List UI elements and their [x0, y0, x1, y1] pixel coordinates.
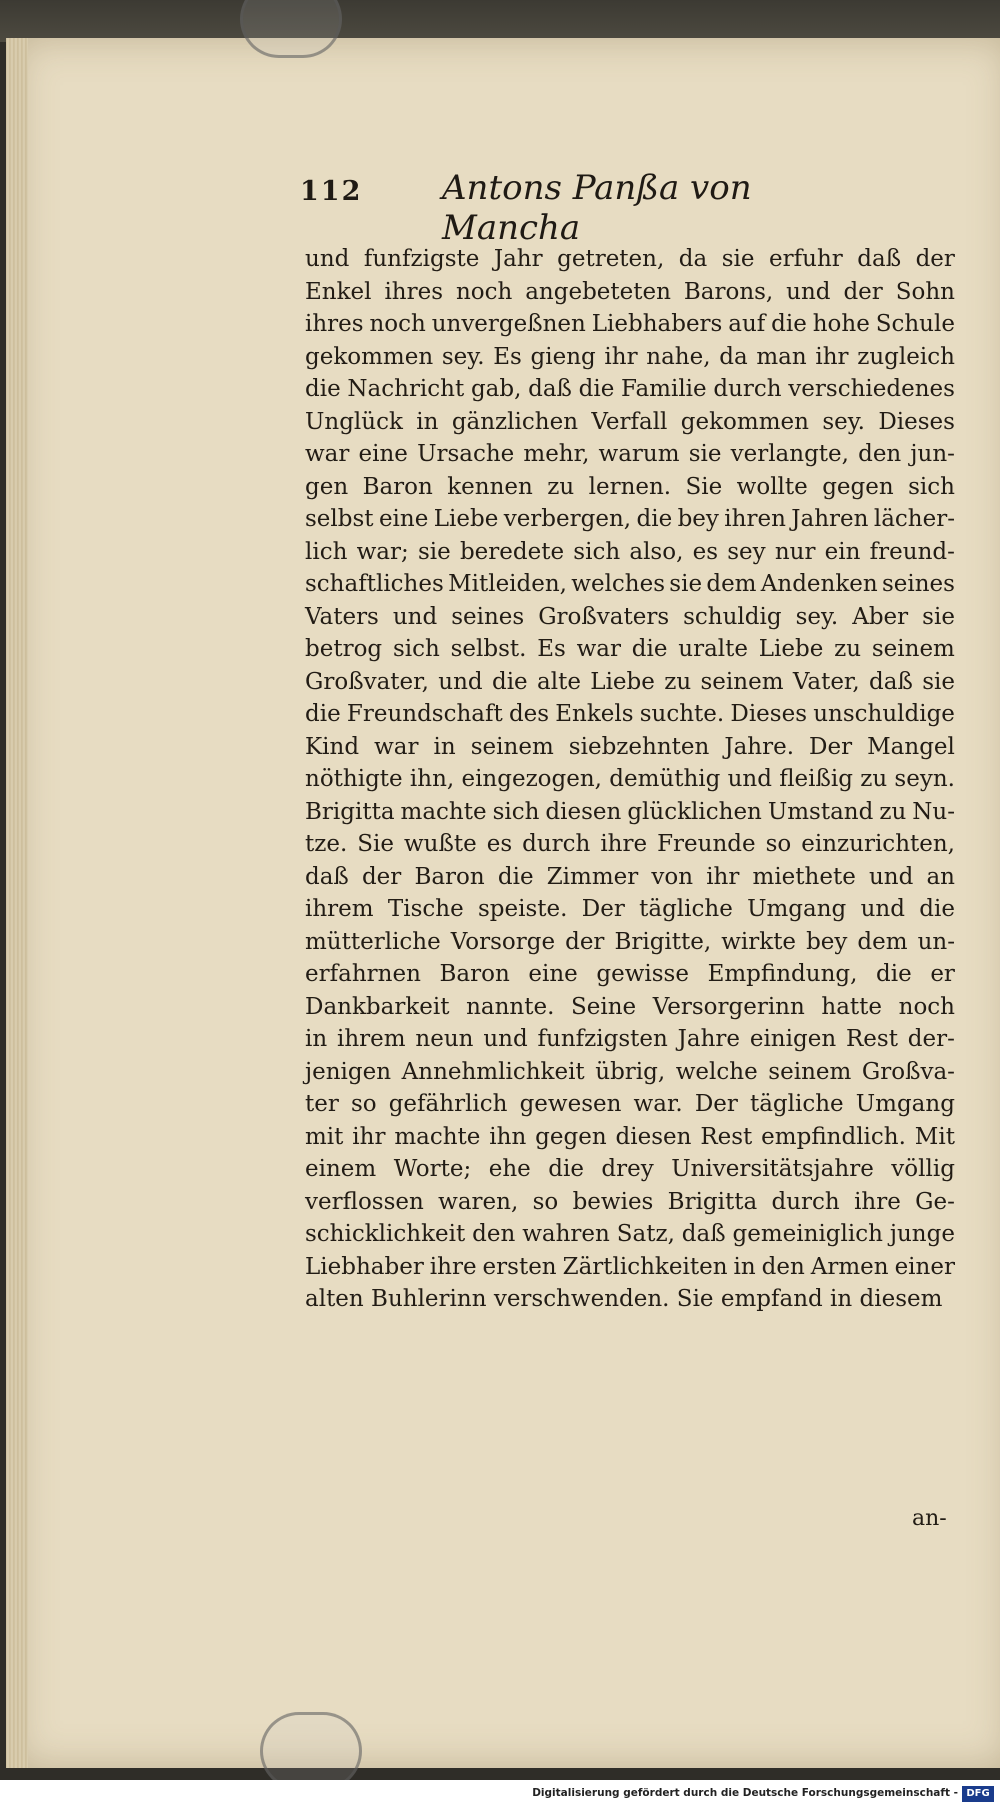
text-line: jenigen Annehmlichkeit übrig, welche seinem Großva- [305, 1058, 955, 1085]
text-line: Großvater, und die alte Liebe zu seinem Vater, daß sie [305, 668, 955, 695]
text-line: alten Buhlerinn verschwenden. Sie empfand in diesem [305, 1286, 943, 1312]
digitization-notice: Digitalisierung gefördert durch die Deutsche Forschungsgemeinschaft - [532, 1787, 958, 1799]
digitization-footer [0, 1780, 1000, 1810]
page-clip-bottom [260, 1712, 362, 1790]
text-line: mütterliche Vorsorge der Brigitte, wirkte bey dem un- [305, 928, 955, 955]
catchword: an- [912, 1506, 947, 1531]
text-line: schicklichkeit den wahren Satz, daß gemeiniglich junge [305, 1221, 955, 1247]
text-line: Liebhaber ihre ersten Zärtlichkeiten in den Armen einer [305, 1253, 955, 1280]
text-line: verflossen waren, so bewies Brigitta durch ihre Ge- [305, 1188, 955, 1215]
text-line: selbst eine Liebe verbergen, die bey ihren Jahren lächer- [305, 506, 955, 532]
page-edges [6, 38, 28, 1768]
running-head: Antons Panßa von Mancha [442, 168, 752, 248]
text-line: ihres noch unvergeßnen Liebhabers auf die hohe Schule [305, 311, 955, 337]
text-line: gekommen sey. Es gieng ihr nahe, da man ihr zugleich [305, 343, 955, 370]
text-line: war eine Ursache mehr, warum sie verlangte, den jun- [305, 441, 955, 467]
text-line: Kind war in seinem siebzehnten Jahre. Der Mangel [305, 733, 955, 760]
text-line: Dankbarkeit nannte. Seine Versorgerinn hatte noch [305, 993, 955, 1020]
text-line: ihrem Tische speiste. Der tägliche Umgang und die [305, 896, 955, 922]
text-line: und funfzigste Jahr getreten, da sie erfuhr daß der [305, 246, 955, 272]
text-line: mit ihr machte ihn gegen diesen Rest empfindlich. Mit [305, 1123, 955, 1150]
text-line: erfahrnen Baron eine gewisse Empfindung, die er [305, 961, 955, 987]
text-line: nöthigte ihn, eingezogen, demüthig und fleißig zu seyn. [305, 766, 955, 792]
body-text [305, 243, 955, 1316]
text-line: lich war; sie beredete sich also, es sey nur ein freund- [305, 538, 955, 565]
text-line: ter so gefährlich gewesen war. Der tägliche Umgang [305, 1091, 955, 1117]
book-binding-top [0, 0, 1000, 42]
text-line: Brigitta machte sich diesen glücklichen Umstand zu Nu- [305, 798, 955, 825]
text-line: schaftliches Mitleiden, welches sie dem Andenken seines [305, 571, 955, 597]
dfg-logo: DFG [962, 1786, 994, 1802]
text-line: Vaters und seines Großvaters schuldig sey. Aber sie [305, 603, 955, 630]
text-line: die Freundschaft des Enkels suchte. Dieses unschuldige [305, 701, 955, 727]
text-line: einem Worte; ehe die drey Universitätsjahre völlig [305, 1156, 955, 1182]
text-line: betrog sich selbst. Es war die uralte Liebe zu seinem [305, 636, 955, 662]
page-header [300, 168, 860, 248]
page-clip-top [240, 0, 342, 58]
text-line: gen Baron kennen zu lernen. Sie wollte gegen sich [305, 473, 955, 500]
text-line: Unglück in gänzlichen Verfall gekommen sey. Dieses [305, 408, 955, 435]
text-line: Enkel ihres noch angebeteten Barons, und der Sohn [305, 278, 955, 305]
text-line: die Nachricht gab, daß die Familie durch verschiedenes [305, 376, 955, 402]
text-line: daß der Baron die Zimmer von ihr miethete und an [305, 863, 955, 890]
page-number: 112 [300, 176, 363, 207]
text-line: tze. Sie wußte es durch ihre Freunde so einzurichten, [305, 831, 955, 857]
text-line: in ihrem neun und funfzigsten Jahre einigen Rest der- [305, 1026, 955, 1052]
